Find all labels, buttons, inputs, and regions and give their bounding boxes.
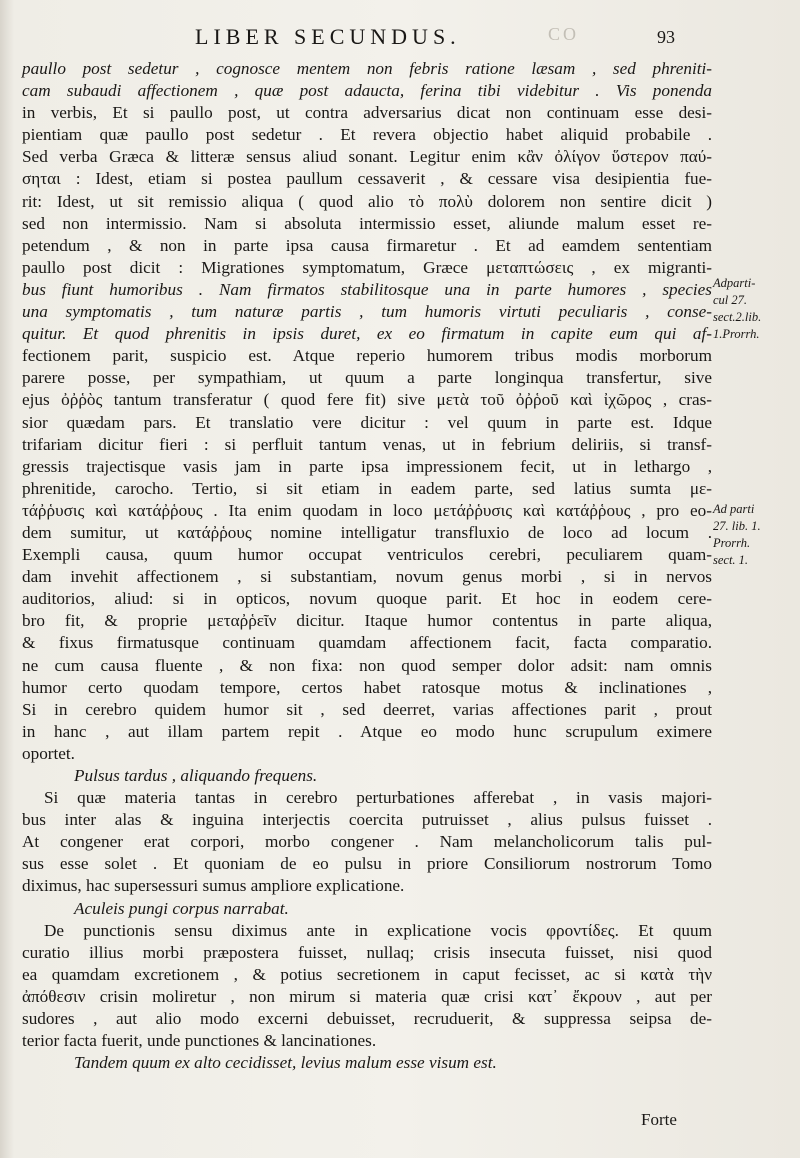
text-line: Tandem quum ex alto cecidisset, levius malum esse visum est. xyxy=(74,1053,497,1073)
marginal-note-line: 1.Prorrh. xyxy=(713,327,760,341)
text-line: bus fiunt humoribus . Nam firmatos stabilitosque una in parte humores , species xyxy=(22,279,712,299)
text-line: sus esse solet . Et quoniam de eo pulsu in priore Consiliorum nostrorum Tomo xyxy=(22,854,712,874)
text-line: terior facta fuerit, unde punctiones & lancinationes. xyxy=(22,1031,377,1051)
text-line: una symptomatis , tum naturæ partis , tum humoris virtuti peculiaris , conse- xyxy=(22,302,712,322)
text-line: dam invehit affectionem , si substantiam, novum genus morbi , si in nervos xyxy=(22,567,712,587)
text-line: ne cum causa fluente , & non fixa: non quod semper dolor adsit: nam omnis xyxy=(22,655,712,675)
text-line: gressis trajectisque vasis jam in parte ipsa impressionem fecit, ut in lethargo , xyxy=(22,456,712,476)
text-line: parere posse, per sympathiam, ut quum a parte longinqua transfertur, sive xyxy=(22,368,712,388)
text-line: Si in cerebro quidem humor sit , sed deerret, varias affectiones parit , prout xyxy=(22,699,712,719)
running-title: LIBER SECUNDUS. xyxy=(195,24,461,49)
marginal-note-line: Ad parti xyxy=(713,502,755,516)
text-line: rit: Idest, ut sit remissio aliqua ( quod alio τὸ πολὺ dolorem non sentire dicit ) xyxy=(22,191,712,211)
text-line: auditorios, aliud: si in opticos, novum quoque parit. Et hoc in eodem cere- xyxy=(22,589,712,609)
text-line: paullo post sedetur , cognosce mentem non febris ratione læsam , sed phreniti- xyxy=(22,59,712,78)
page-number: 93 xyxy=(657,27,675,47)
marginal-note-line: sect. 1. xyxy=(713,553,749,567)
text-line: bro fit, & proprie μεταῤῥεῖν dicitur. Itaque humor contentus in parte aliqua, xyxy=(22,611,712,631)
marginal-note xyxy=(713,501,783,569)
text-line: & fixus firmatusque continuam quamdam affectionem facit, facta comparatio. xyxy=(22,633,712,653)
marginal-note-line: Prorrh. xyxy=(713,536,751,550)
text-line: sior quædam pars. Et translatio vere dicitur : vel quum in parte est. Idque xyxy=(22,412,712,432)
marginal-note xyxy=(713,275,783,343)
text-line: ea quamdam excretionem , & potius secretionem in caput fecisset, ac si κατὰ τὴν xyxy=(22,964,712,984)
text-line: in verbis, Et si paullo post, ut contra adversarius dicat non continuam esse desi- xyxy=(22,103,712,123)
text-line: sed non intermissio. Nam si absoluta intermissio esset, aliunde malum esset re- xyxy=(22,213,712,233)
text-line: in hanc , aut illam partem repit . Atque eo modo hunc scrupulum eximere xyxy=(22,721,712,741)
text-line: De punctionis sensu diximus ante in explicatione vocis φροντίδες. Et quum xyxy=(44,920,712,940)
marginal-note-line: sect.2.lib. xyxy=(713,310,762,324)
text-line: bus inter alas & inguina interjectis coercita putruisset , alius pulsus fuisset . xyxy=(22,810,712,830)
text-line: ejus ὀῤῥὸς tantum transferatur ( quod fere fit) sive μετὰ τοῦ ὀῤῥοῦ καὶ ἰχῶρος , cras- xyxy=(22,390,712,410)
text-line: diximus, hac supersessuri sumus ampliore explicatione. xyxy=(22,876,405,896)
text-line: cam subaudi affectionem , quæ post adaucta, ferina tibi videbitur . Vis ponenda xyxy=(22,81,712,101)
text-line: trifariam dicitur fieri : si perfluit tantum venas, ut in febrium deliriis, si transf- xyxy=(22,434,712,454)
text-line: humor certo quodam tempore, certos habet ratosque motus & inclinationes , xyxy=(22,677,712,697)
text-line: Sed verba Græca & litteræ sensus aliud sonant. Legitur enim κἂν ὀλίγον ὕστερον παύ- xyxy=(22,147,712,167)
text-line: σηται : Idest, etiam si postea paullum cessaverit , & cessare visa desipientia fue- xyxy=(22,169,712,189)
show-through-text: CO xyxy=(548,24,580,44)
text-line: ἀπόθεσιν crisin moliretur , non mirum si materia quæ crisi κατ᾽ ἔκρουν , aut per xyxy=(22,986,712,1006)
main-text xyxy=(22,58,712,1074)
text-line: petendum , & non in parte ipsa causa firmaretur . Et ad eamdem sententiam xyxy=(22,235,712,255)
text-line: paullo post dicit : Migrationes symptomatum, Græce μεταπτώσεις , ex migranti- xyxy=(22,257,712,277)
text-line: Si quæ materia tantas in cerebro perturbationes afferebat , in vasis majori- xyxy=(44,788,712,808)
text-line: τάῤῥυσις καὶ κατάῤῥους . Ita enim quodam in loco μετάῤῥυσις καὶ κατάῤῥους , pro eo- xyxy=(22,500,712,520)
text-line: phrenitide, carocho. Tertio, si sit etiam in eadem parte, sed latius sumta με- xyxy=(22,478,712,498)
catchword: Forte xyxy=(641,1110,677,1129)
text-line: pientiam quæ paullo post sedetur . Et revera objectio habet aliquid probabile . xyxy=(22,125,712,145)
text-line: Exempli causa, quum humor occupat ventriculos cerebri, peculiarem quam- xyxy=(22,545,712,565)
text-line: dem sumitur, ut κατάῤῥους nomine intelligatur transfluxio de loco ad locum . xyxy=(22,522,712,542)
text-line: Aculeis pungi corpus narrabat. xyxy=(74,898,289,918)
marginal-note-line: 27. lib. 1. xyxy=(713,519,761,533)
text-line: fectionem parit, suspicio est. Atque reperio humorem tribus modis morborum xyxy=(22,346,712,366)
marginal-note-line: Adparti- xyxy=(713,276,756,290)
text-line: At congener erat corpori, morbo congener . Nam melancholicorum talis pul- xyxy=(22,832,712,852)
marginal-note-line: cul 27. xyxy=(713,293,748,307)
text-line: oportet. xyxy=(22,743,75,763)
text-line: sudores , aut alio modo excerni debuisset, recruduerit, & suppressa seipsa de- xyxy=(22,1009,712,1029)
text-line: quitur. Et quod phrenitis in ipsis duret, ex eo firmatum in capite eum qui af- xyxy=(22,324,712,344)
text-line: Pulsus tardus , aliquando frequens. xyxy=(74,766,318,785)
text-line: curatio illius morbi præpostera fuisset, nullaq; crisis insecuta fuisset, nisi quod xyxy=(22,942,712,962)
